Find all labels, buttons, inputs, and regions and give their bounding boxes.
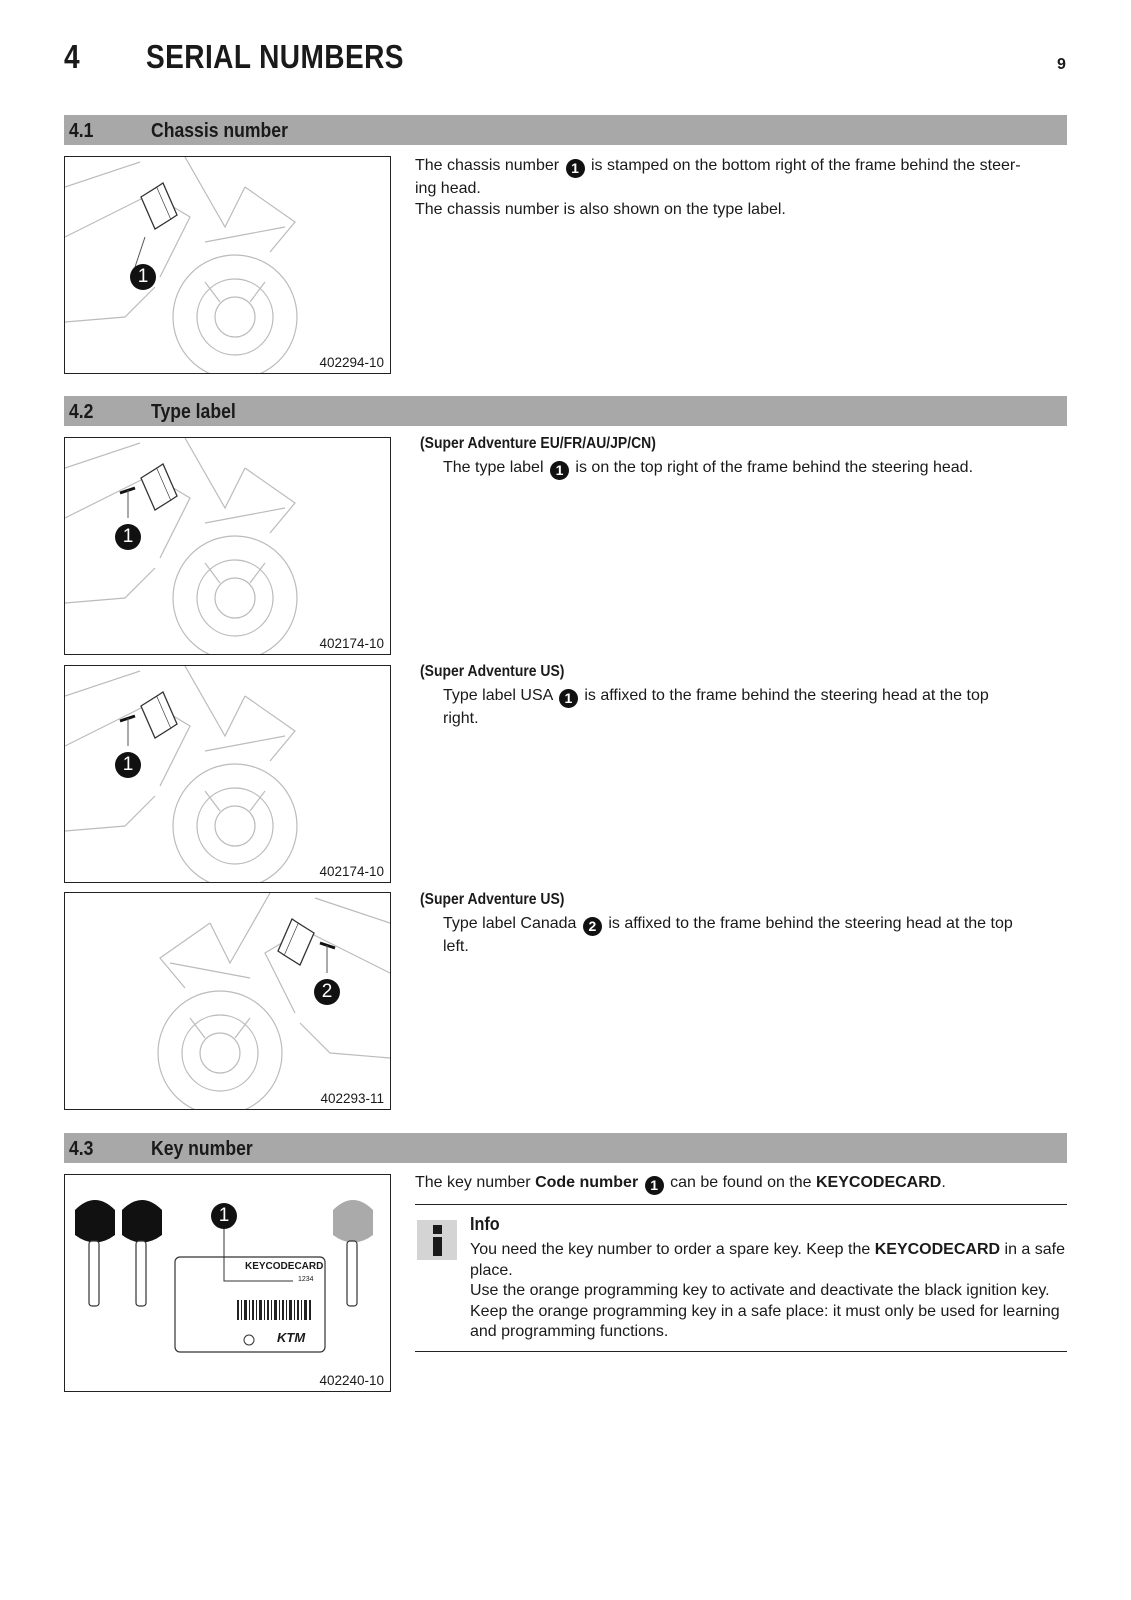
programming-key-icon [333, 1200, 373, 1306]
key-number-figure [64, 1174, 391, 1392]
text-after: is affixed to the frame behind the steering head at the top [608, 915, 1013, 932]
callout-badge: 2 [583, 917, 602, 936]
text-before: Type label USA [443, 687, 553, 704]
type-label-figure-usa [64, 665, 391, 883]
callout-badge: 2 [314, 979, 340, 1005]
section-header-type-label [64, 396, 1067, 426]
text-line2: right. [443, 710, 479, 727]
text-after: is on the top right of the frame behind the steering head. [575, 459, 974, 476]
text-part2: can be found on the [670, 1174, 812, 1191]
callout-badge: 1 [645, 1176, 664, 1195]
card-code: 1234 [298, 1276, 314, 1283]
info-bottom-rule [415, 1351, 1067, 1352]
chapter-number: 4 [64, 38, 80, 75]
section-number: 4.3 [69, 1138, 94, 1160]
text-line2: left. [443, 938, 469, 955]
type-label-description [443, 913, 1063, 957]
text-end: . [941, 1174, 946, 1191]
callout-badge: 1 [130, 264, 156, 290]
keycodecard-term: KEYCODECARD [874, 1241, 1001, 1258]
chassis-description [415, 155, 1067, 220]
callout-badge: 1 [115, 524, 141, 550]
ignition-key-icon [122, 1200, 162, 1306]
section-header-chassis [64, 115, 1067, 145]
chassis-text-line2: ing head. [415, 180, 481, 197]
section-title: Type label [151, 401, 236, 423]
model-variant-heading: (Super Adventure EU/FR/AU/JP/CN) [420, 435, 656, 452]
section-number: 4.2 [69, 401, 94, 423]
code-number-term: Code number [535, 1174, 639, 1191]
model-variant-heading: (Super Adventure US) [420, 663, 565, 680]
callout-badge: 1 [566, 159, 585, 178]
section-header-key-number [64, 1133, 1067, 1163]
chassis-text-line3: The chassis number is also shown on the type label. [415, 201, 786, 218]
chassis-number-figure [64, 156, 391, 374]
callout-badge: 1 [550, 461, 569, 480]
callout-badge: 1 [211, 1203, 237, 1229]
type-label-description [443, 685, 1063, 729]
key-number-description [415, 1172, 1067, 1195]
chassis-text-before: The chassis number [415, 157, 560, 174]
figure-code: 402240-10 [319, 1373, 384, 1388]
section-number: 4.1 [69, 120, 94, 142]
keycodecard-term: KEYCODECARD [816, 1174, 942, 1191]
info-icon [417, 1220, 457, 1260]
info-line2: Use the orange programming key to activate and deactivate the black ignition key. Keep the orange programming key in a safe place: it must only be used for learning and programming functions. [470, 1282, 1060, 1340]
callout-badge: 1 [559, 689, 578, 708]
section-title: Key number [151, 1138, 253, 1160]
info-title: Info [470, 1214, 500, 1234]
text-part1: The key number [415, 1174, 531, 1191]
motorcycle-frame-illustration [65, 438, 390, 654]
ktm-logo: KTM [277, 1330, 306, 1345]
card-title: KEYCODECARD [245, 1261, 324, 1272]
section-title: Chassis number [151, 120, 288, 142]
type-label-figure-eu [64, 437, 391, 655]
figure-code: 402294-10 [319, 355, 384, 370]
type-label-description [443, 457, 1063, 480]
text-before: The type label [443, 459, 544, 476]
figure-code: 402293-11 [320, 1091, 384, 1106]
chapter-title: SERIAL NUMBERS [146, 38, 404, 75]
text-after: is affixed to the frame behind the steering head at the top [584, 687, 989, 704]
motorcycle-frame-illustration [65, 157, 390, 373]
figure-code: 402174-10 [319, 864, 384, 879]
ignition-key-icon [75, 1200, 115, 1306]
callout-badge: 1 [115, 752, 141, 778]
motorcycle-frame-illustration [65, 666, 390, 882]
info-line1-before: You need the key number to order a spare key. Keep the [470, 1241, 871, 1258]
model-variant-heading: (Super Adventure US) [420, 891, 565, 908]
page-number: 9 [1057, 56, 1066, 73]
motorcycle-frame-illustration-mirrored [65, 893, 390, 1109]
figure-code: 402174-10 [319, 636, 384, 651]
text-before: Type label Canada [443, 915, 577, 932]
info-top-rule [415, 1204, 1067, 1205]
info-text [470, 1240, 1067, 1343]
info-line1-after: in a safe place. [470, 1241, 1065, 1279]
chassis-text-after: is stamped on the bottom right of the frame behind the steer- [590, 157, 1021, 174]
type-label-figure-canada [64, 892, 391, 1110]
